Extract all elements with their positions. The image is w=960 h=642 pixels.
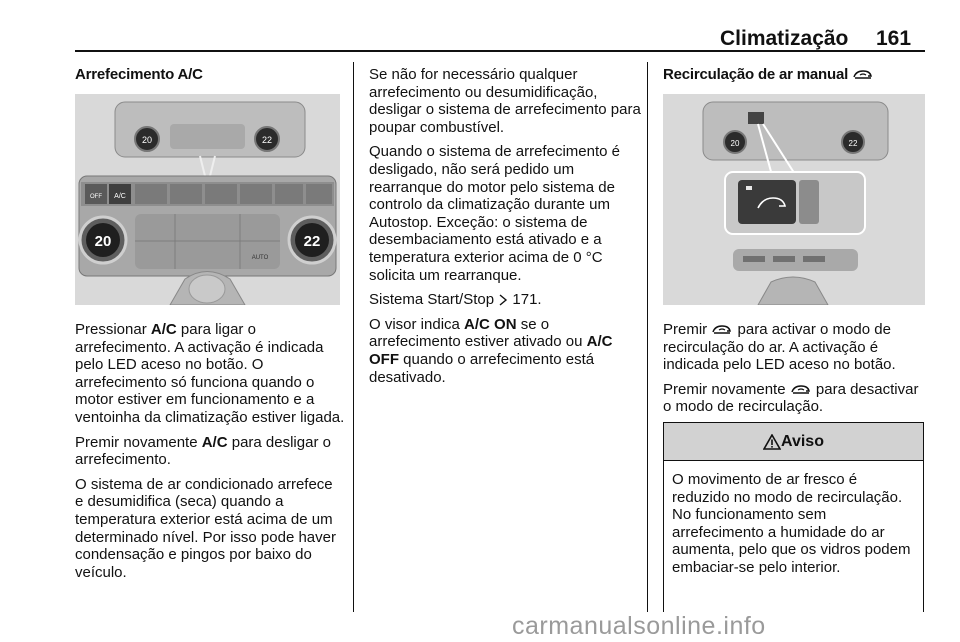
section-heading-ac [75,66,345,84]
header-rule [75,50,925,52]
text-fragment: O visor indica [369,315,465,333]
figure-recirculation-panel [663,94,925,305]
text-fragment: para ligar o arrefecimento. A activação é indicada pelo LED aceso no botão. O arrefecimento só funciona quando o motor estiver em funcionamento e a ventoinha da climatização estiver ligada. [75,321,345,426]
warning-icon [763,434,781,450]
heading-text: Recirculação de ar manual [663,66,849,83]
figure-ac-panel [75,94,340,305]
text-fragment: se o arrefecimento estiver ativado ou [369,315,587,351]
col2-text [369,66,641,393]
watermark: carmanualsonline.info [512,612,766,640]
column-divider-2 [647,62,648,612]
warning-box [663,422,924,612]
text-fragment: quando o arrefecimento está desativado. [369,350,595,386]
recirculation-icon [711,324,733,336]
heading-recirculation [663,66,928,84]
text-fragment: Sistema Start/Stop [369,291,499,309]
right-temp-knob: 22 [303,233,321,250]
right-temp-small: 22 [848,139,858,148]
left-temp-small: 20 [730,139,740,148]
ac-button-label: A/C [114,193,126,200]
warning-text: O movimento de ar fresco é reduzido no modo de recirculação. No funcionamento sem arrefecimento a humidade do ar aumenta, pelo que os vidros podem embaciar-se pelo interior. [672,471,911,576]
paragraph-autostop: Quando o sistema de arrefecimento é desligado, não será pedido um rearranque do motor pelo sistema de controlo da climatização durante um Autostop. Exceção: o sistema de desembaciamento está ativado e a temperatura exterior acima de 0 °C solicita um rearranque. [369,143,620,284]
paragraph-recirc-off [663,381,925,416]
small-right-temp: 22 [261,135,273,145]
paragraph-ac-off [75,434,345,469]
text-fragment: Premir novamente [75,433,202,451]
text-fragment: para desligar o arrefecimento. [75,433,331,469]
text-fragment: para desactivar o modo de recirculação. [663,380,919,416]
recirculation-icon [852,69,874,81]
off-button-label: OFF [90,194,102,200]
text-fragment: Premir [663,321,712,338]
warning-title: Aviso [781,432,824,450]
col1-text [75,321,345,588]
paragraph-display [369,316,641,386]
text-fragment: Pressionar [75,321,151,338]
text-fragment: Premir novamente [663,380,790,398]
paragraph-ac-on [75,321,345,427]
display-ac-on: A/C ON [464,315,517,333]
ac-button-ref: A/C [201,433,228,451]
warning-header [664,423,923,461]
section-heading-recirc [663,66,928,84]
paragraph-start-stop-ref [369,291,641,309]
page-title: Climatização [720,27,849,50]
heading-ac: Arrefecimento A/C [75,66,203,83]
page-reference[interactable]: 171. [508,291,542,309]
page-number: 161 [876,27,912,50]
small-left-temp: 20 [141,135,153,145]
recirculation-icon [790,384,812,396]
text-fragment: para activar o modo de recirculação do ar. A activação é indicada pelo LED aceso no botão. [663,321,896,374]
reference-arrow-icon [498,294,508,306]
ac-button-ref: A/C [150,321,177,338]
paragraph-ac-condensation: O sistema de ar condicionado arrefece e desumidifica (seca) quando a temperatura exterior está acima de um determinado nível. Por isso pode haver condensação e pingos por baixo do veículo. [75,475,336,581]
auto-button-label: AUTO [251,255,269,261]
paragraph-recirc-on [663,321,925,374]
paragraph-save-fuel: Se não for necessário qualquer arrefecimento ou desumidificação, desligar o sistema de arrefecimento para poupar combustível. [369,66,641,136]
left-temp-knob: 20 [94,233,112,250]
column-divider-1 [353,62,354,612]
col3-text [663,321,925,423]
display-ac-off: A/C OFF [369,333,613,368]
